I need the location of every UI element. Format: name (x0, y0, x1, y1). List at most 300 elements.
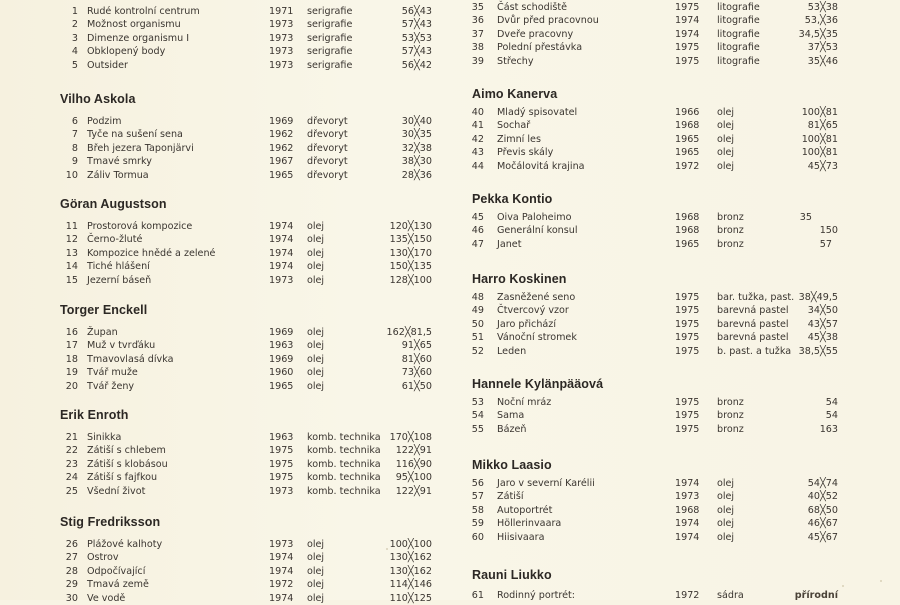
work-title: Generální konsul (497, 225, 578, 237)
work-year: 1973 (269, 274, 294, 286)
work-technique: litografie (717, 42, 760, 54)
work-row (60, 578, 450, 591)
work-technique: dřevoryt (307, 169, 348, 181)
work-dimensions: 81╳60 (401, 353, 432, 365)
work-year: 1973 (269, 46, 294, 58)
work-technique: bar. tužka, past. (717, 292, 795, 303)
work-year: 1971 (269, 6, 294, 17)
work-year: 1972 (269, 579, 294, 591)
work-number: 38 (471, 42, 484, 54)
work-dimensions: 73╳60 (401, 367, 432, 379)
work-row (60, 128, 450, 141)
work-number: 37 (471, 28, 484, 40)
work-title: Ve vodě (87, 592, 126, 604)
work-number: 28 (65, 565, 78, 577)
work-number: 29 (65, 579, 78, 591)
artist-name: Vilho Askola (60, 92, 136, 106)
work-title: Prostorová kompozice (87, 221, 193, 232)
paper-speck (842, 585, 844, 587)
work-technique: olej (717, 491, 735, 503)
work-row (60, 115, 450, 128)
work-number: 11 (65, 221, 78, 232)
work-title: Zimní les (497, 133, 541, 145)
artist-section (60, 513, 450, 605)
work-technique: olej (717, 120, 735, 132)
work-technique: olej (717, 160, 735, 172)
work-title: Zátiší s klobásou (87, 458, 168, 470)
work-technique: komb. technika (307, 485, 381, 497)
work-row (60, 444, 450, 457)
work-row (60, 471, 450, 484)
work-number: 60 (471, 531, 484, 543)
work-row (472, 224, 852, 237)
work-technique: bronz (717, 410, 744, 422)
work-row (60, 32, 450, 45)
work-dimensions: 40╳52 (807, 491, 838, 503)
work-number: 15 (65, 274, 78, 286)
work-year: 1962 (269, 129, 294, 141)
artist-name: Harro Koskinen (472, 272, 567, 286)
work-row (60, 485, 450, 498)
work-technique: dřevoryt (307, 116, 348, 127)
work-dimensions: 45╳73 (807, 160, 838, 172)
work-year: 1963 (269, 340, 294, 352)
work-row (60, 18, 450, 31)
work-number: 46 (471, 225, 484, 237)
work-number: 17 (65, 340, 78, 352)
work-row (60, 220, 450, 233)
work-year: 1965 (269, 169, 294, 181)
work-number: 1 (71, 6, 78, 17)
work-title: Podzim (87, 116, 122, 127)
work-dimensions: 128╳100 (389, 274, 432, 286)
work-number: 52 (471, 345, 484, 357)
work-year: 1975 (675, 397, 700, 408)
work-dimensions: 130╳162 (389, 565, 432, 577)
work-row (472, 211, 852, 224)
work-year: 1973 (269, 32, 294, 44)
work-technique: olej (307, 247, 325, 259)
work-number: 10 (65, 169, 78, 181)
work-title: Jaro v severní Karélii (497, 478, 595, 489)
work-technique: olej (717, 107, 735, 118)
work-year: 1975 (269, 458, 294, 470)
work-number: 47 (471, 238, 484, 250)
work-year: 1975 (675, 410, 700, 422)
work-technique: serigrafie (307, 46, 353, 58)
work-technique: olej (307, 380, 325, 392)
work-number: 20 (65, 380, 78, 392)
work-number: 7 (71, 129, 78, 141)
work-row (60, 565, 450, 578)
work-dimensions: 120╳130 (389, 221, 432, 232)
work-dimensions: 53╳38 (807, 2, 838, 13)
work-technique: litografie (717, 15, 760, 27)
work-dimensions: 54 (825, 397, 838, 408)
work-year: 1975 (675, 345, 700, 357)
work-title: Dveře pracovny (497, 28, 574, 40)
work-year: 1975 (675, 292, 700, 303)
work-technique: olej (307, 340, 325, 352)
work-row (472, 291, 852, 304)
work-technique: olej (307, 261, 325, 273)
work-technique: dřevoryt (307, 129, 348, 141)
work-number: 13 (65, 247, 78, 259)
work-year: 1974 (675, 15, 700, 27)
work-year: 1975 (675, 305, 700, 317)
work-dimensions: 38╳49,5 (798, 292, 838, 303)
work-row (472, 133, 852, 146)
work-dimensions: 35 (799, 212, 812, 223)
work-dimensions: 34,5╳35 (798, 28, 838, 40)
work-number: 30 (65, 592, 78, 604)
work-number: 22 (65, 445, 78, 457)
work-year: 1968 (675, 212, 700, 223)
work-year: 1968 (675, 504, 700, 516)
work-number: 61 (471, 590, 484, 601)
work-title: Polední přestávka (497, 42, 583, 54)
work-year: 1973 (269, 485, 294, 497)
work-row (60, 45, 450, 58)
work-number: 48 (471, 292, 484, 303)
work-row (472, 331, 852, 344)
work-title: Hiisivaara (497, 531, 545, 543)
work-title: Černo-žluté (87, 234, 143, 246)
work-title: Höllerinvaara (497, 518, 562, 530)
work-number: 4 (71, 46, 78, 58)
work-title: Zátiší s fajfkou (87, 472, 158, 484)
work-dimensions: přírodní (794, 590, 838, 601)
work-row (472, 423, 852, 436)
work-number: 43 (471, 147, 484, 159)
work-row (60, 353, 450, 366)
work-number: 27 (65, 552, 78, 564)
work-number: 50 (471, 318, 484, 330)
artist-section (472, 270, 852, 358)
work-technique: olej (307, 221, 325, 232)
work-number: 53 (471, 397, 484, 408)
work-number: 58 (471, 504, 484, 516)
work-title: Dimenze organismu I (87, 32, 190, 44)
work-dimensions: 61╳50 (401, 380, 432, 392)
work-number: 19 (65, 367, 78, 379)
work-row (472, 589, 852, 602)
work-number: 40 (471, 107, 484, 118)
work-dimensions: 45╳67 (807, 531, 838, 543)
work-dimensions: 30╳35 (401, 129, 432, 141)
work-number: 55 (471, 423, 484, 435)
work-title: Odpočívající (87, 565, 146, 577)
work-title: Tmavovlasá dívka (87, 353, 174, 365)
artist-section (60, 5, 450, 72)
work-title: Muž v tvrďáku (87, 340, 156, 352)
work-number: 35 (471, 2, 484, 13)
work-year: 1963 (269, 432, 294, 443)
work-year: 1975 (675, 332, 700, 344)
work-technique: olej (307, 353, 325, 365)
work-year: 1974 (675, 518, 700, 530)
work-dimensions: 57╳43 (401, 19, 432, 31)
work-row (472, 490, 852, 503)
work-technique: serigrafie (307, 6, 353, 17)
work-year: 1968 (675, 225, 700, 237)
work-dimensions: 35╳46 (807, 55, 838, 67)
artist-section (472, 456, 852, 544)
work-year: 1972 (675, 590, 700, 601)
work-dimensions: 122╳91 (395, 485, 432, 497)
work-dimensions: 56╳43 (401, 6, 432, 17)
work-year: 1966 (675, 107, 700, 118)
work-year: 1973 (269, 539, 294, 550)
work-dimensions: 45╳38 (807, 332, 838, 344)
artist-name: Pekka Kontio (472, 192, 553, 206)
work-technique: serigrafie (307, 59, 353, 71)
work-dimensions: 57 (819, 238, 832, 250)
work-row (60, 551, 450, 564)
work-title: Kompozice hnědé a zelené (87, 247, 216, 259)
work-year: 1974 (269, 565, 294, 577)
work-title: Možnost organismu (87, 19, 181, 31)
work-technique: barevná pastel (717, 318, 789, 330)
work-number: 2 (71, 19, 78, 31)
work-row (472, 55, 852, 68)
work-dimensions: 135╳150 (389, 234, 432, 246)
work-row (472, 531, 852, 544)
work-title: Část schodiště (497, 2, 568, 13)
work-title: Tmavá země (87, 579, 149, 591)
work-year: 1965 (675, 133, 700, 145)
work-technique: dřevoryt (307, 142, 348, 154)
work-dimensions: 130╳162 (389, 552, 432, 564)
work-title: Tvář muže (87, 367, 138, 379)
work-title: Všední život (87, 485, 146, 497)
artist-name: Mikko Laasio (472, 458, 552, 472)
work-number: 16 (65, 327, 78, 338)
work-dimensions: 53,╳36 (804, 15, 838, 27)
artist-section (60, 90, 450, 182)
work-dimensions: 54 (825, 410, 838, 422)
work-dimensions: 37╳53 (807, 42, 838, 54)
work-row (472, 504, 852, 517)
artist-section (472, 85, 852, 173)
work-number: 49 (471, 305, 484, 317)
work-number: 54 (471, 410, 484, 422)
work-number: 25 (65, 485, 78, 497)
work-technique: barevná pastel (717, 332, 789, 344)
work-number: 44 (471, 160, 484, 172)
work-number: 5 (71, 59, 78, 71)
work-title: Rodinný portrét: (497, 590, 576, 601)
work-dimensions: 122╳91 (395, 445, 432, 457)
work-row (472, 119, 852, 132)
work-title: Oiva Paloheimo (497, 212, 572, 223)
work-title: Mladý spisovatel (497, 107, 578, 118)
artist-name: Stig Fredriksson (60, 515, 161, 529)
work-row (60, 169, 450, 182)
work-title: Jezerní báseň (87, 274, 152, 286)
work-year: 1965 (675, 147, 700, 159)
work-title: Čtvercový vzor (497, 305, 569, 317)
artist-section (60, 301, 450, 393)
work-year: 1975 (675, 2, 700, 13)
work-number: 24 (65, 472, 78, 484)
work-technique: komb. technika (307, 432, 381, 443)
artist-name: Göran Augustson (60, 197, 167, 211)
work-dimensions: 100╳81 (801, 107, 838, 118)
work-number: 56 (471, 478, 484, 489)
paper-speck (386, 548, 388, 550)
work-year: 1974 (269, 592, 294, 604)
work-year: 1972 (675, 160, 700, 172)
work-year: 1973 (269, 19, 294, 31)
work-year: 1960 (269, 367, 294, 379)
work-number: 21 (65, 432, 78, 443)
work-year: 1974 (269, 234, 294, 246)
work-technique: komb. technika (307, 445, 381, 457)
work-technique: bronz (717, 397, 744, 408)
work-dimensions: 162╳81,5 (386, 327, 432, 338)
work-row (472, 318, 852, 331)
work-row (60, 458, 450, 471)
work-year: 1975 (675, 55, 700, 67)
work-number: 39 (471, 55, 484, 67)
work-year: 1974 (269, 261, 294, 273)
work-title: Leden (497, 345, 527, 357)
work-row (60, 5, 450, 18)
work-number: 14 (65, 261, 78, 273)
work-number: 12 (65, 234, 78, 246)
work-row (472, 146, 852, 159)
work-dimensions: 38╳30 (401, 156, 432, 168)
work-technique: bronz (717, 212, 744, 223)
work-row (472, 345, 852, 358)
work-title: Sochař (497, 120, 531, 132)
work-technique: olej (717, 504, 735, 516)
work-row (60, 592, 450, 605)
work-technique: olej (307, 274, 325, 286)
artist-section (472, 566, 852, 602)
work-dimensions: 110╳125 (389, 592, 432, 604)
work-number: 45 (471, 212, 484, 223)
work-technique: dřevoryt (307, 156, 348, 168)
work-row (472, 14, 852, 27)
work-year: 1969 (269, 353, 294, 365)
work-row (472, 238, 852, 251)
artist-name: Erik Enroth (60, 408, 129, 422)
work-row (472, 409, 852, 422)
work-technique: olej (307, 539, 325, 550)
work-number: 18 (65, 353, 78, 365)
work-dimensions: 95╳100 (395, 472, 432, 484)
work-technique: komb. technika (307, 458, 381, 470)
work-dimensions: 32╳38 (401, 142, 432, 154)
work-row (472, 28, 852, 41)
work-technique: komb. technika (307, 472, 381, 484)
work-title: Bázeň (497, 423, 527, 435)
work-number: 41 (471, 120, 484, 132)
work-year: 1969 (269, 116, 294, 127)
work-dimensions: 34╳50 (807, 305, 838, 317)
work-dimensions: 116╳90 (395, 458, 432, 470)
work-technique: serigrafie (307, 32, 353, 44)
work-title: Převis skály (497, 147, 554, 159)
work-title: Obklopený body (87, 46, 166, 58)
work-title: Autoportrét (497, 504, 553, 516)
artist-name: Rauni Liukko (472, 568, 552, 582)
work-year: 1968 (675, 120, 700, 132)
work-title: Župan (87, 327, 118, 338)
work-year: 1967 (269, 156, 294, 168)
work-year: 1975 (675, 423, 700, 435)
work-dimensions: 56╳42 (401, 59, 432, 71)
work-year: 1973 (269, 59, 294, 71)
artist-section (472, 1, 852, 68)
work-row (472, 517, 852, 530)
work-dimensions: 57╳43 (401, 46, 432, 58)
work-dimensions: 53╳53 (401, 32, 432, 44)
work-technique: barevná pastel (717, 305, 789, 317)
work-dimensions: 30╳40 (401, 116, 432, 127)
work-year: 1965 (269, 380, 294, 392)
work-title: Ostrov (87, 552, 119, 564)
work-title: Zátiší (497, 491, 524, 503)
paper-speck (880, 580, 882, 582)
work-title: Janet (497, 238, 522, 250)
work-dimensions: 114╳146 (389, 579, 432, 591)
work-technique: olej (307, 579, 325, 591)
work-technique: b. past. a tužka (717, 345, 792, 357)
artist-section (60, 195, 450, 287)
work-dimensions: 46╳67 (807, 518, 838, 530)
work-technique: olej (717, 531, 735, 543)
work-year: 1974 (269, 552, 294, 564)
work-year: 1974 (269, 221, 294, 232)
work-row (60, 247, 450, 260)
work-title: Jaro přichází (497, 318, 556, 330)
work-title: Sama (497, 410, 525, 422)
work-row (60, 339, 450, 352)
work-year: 1975 (269, 472, 294, 484)
work-year: 1973 (675, 491, 700, 503)
artist-section (60, 406, 450, 498)
work-year: 1974 (269, 247, 294, 259)
work-title: Dvůr před pracovnou (497, 15, 599, 27)
work-number: 59 (471, 518, 484, 530)
work-number: 23 (65, 458, 78, 470)
work-row (472, 160, 852, 173)
work-title: Tyče na sušení sena (87, 129, 183, 141)
work-technique: olej (307, 367, 325, 379)
work-title: Vánoční stromek (497, 332, 577, 344)
artist-name: Aimo Kanerva (472, 87, 558, 101)
work-number: 57 (471, 491, 484, 503)
work-technique: olej (717, 147, 735, 159)
work-number: 51 (471, 332, 484, 344)
work-title: Plážové kalhoty (87, 539, 163, 550)
work-dimensions: 100╳81 (801, 133, 838, 145)
work-row (472, 41, 852, 54)
work-row (60, 142, 450, 155)
work-row (60, 274, 450, 287)
work-technique: olej (307, 327, 325, 338)
work-title: Tmavé smrky (87, 156, 152, 168)
artist-name: Hannele Kylänpääová (472, 377, 604, 391)
work-year: 1975 (269, 445, 294, 457)
work-year: 1974 (675, 478, 700, 489)
work-title: Záliv Tormua (87, 169, 149, 181)
work-row (60, 538, 450, 551)
work-title: Noční mráz (497, 397, 552, 408)
